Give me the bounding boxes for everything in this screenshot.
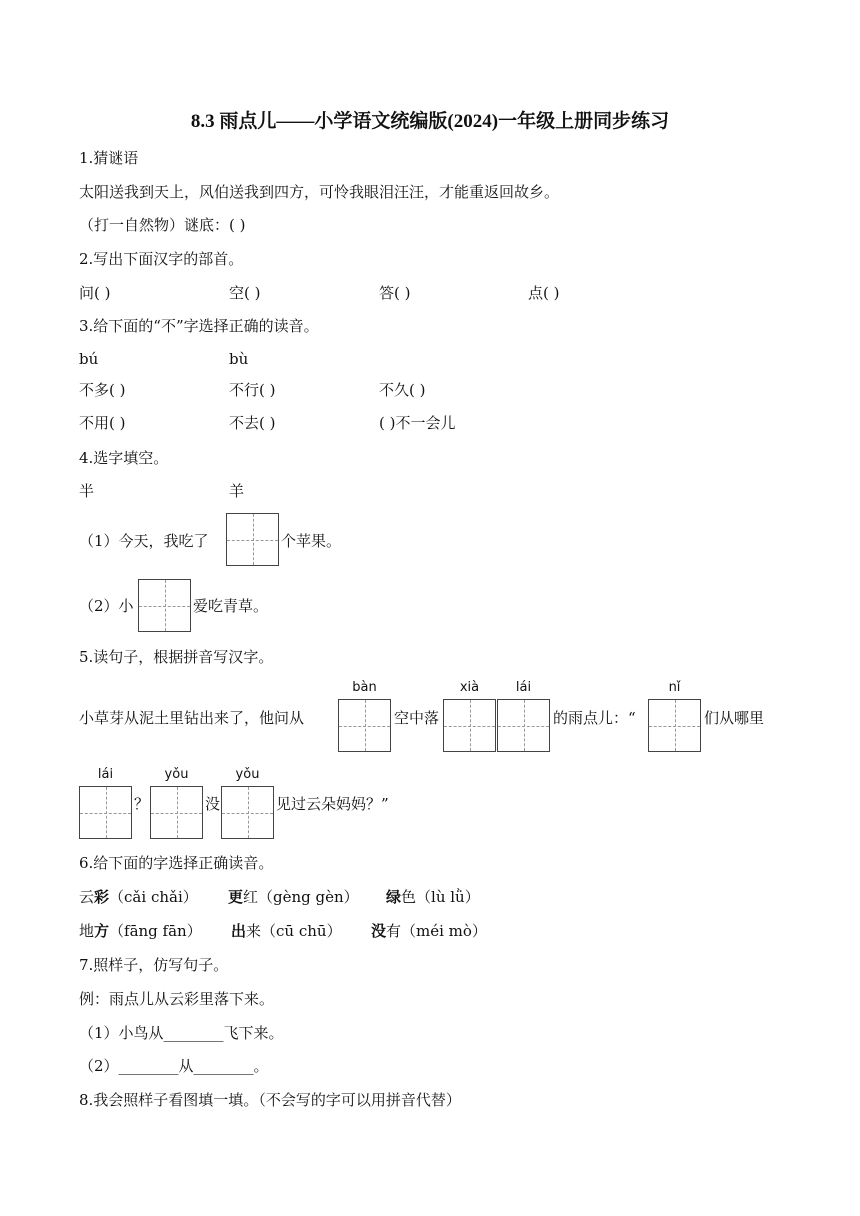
q6-item: 更红（gèng gèn） xyxy=(228,888,359,906)
q4-sentence2-pre: （2）小 xyxy=(79,597,134,615)
q7-example: 例：雨点儿从云彩里落下来。 xyxy=(79,990,275,1008)
q3-item: 不用( ) xyxy=(79,414,126,432)
writing-grid-box[interactable] xyxy=(150,786,203,839)
writing-grid-box[interactable] xyxy=(79,786,132,839)
pinyin-label: yǒu xyxy=(235,767,260,782)
q6-item: 没有（méi mò） xyxy=(371,922,487,940)
q3-option: bú xyxy=(79,350,99,368)
q7-sentence: （2）________从________。 xyxy=(79,1057,269,1075)
q4-heading: 4.选字填空。 xyxy=(79,449,169,467)
pinyin-label: xià xyxy=(459,680,480,695)
writing-grid-box[interactable] xyxy=(138,579,191,632)
q5-text: 们从哪里 xyxy=(704,709,765,727)
q4-sentence1-post: 个苹果。 xyxy=(281,532,342,550)
q6-heading: 6.给下面的字选择正确读音。 xyxy=(79,854,274,872)
q5-text: ？ xyxy=(134,795,150,813)
q8-heading: 8.我会照样子看图填一填。（不会写的字可以用拼音代替） xyxy=(79,1091,461,1109)
q3-item: ( )不一会儿 xyxy=(379,414,456,432)
q2-item: 答( ) xyxy=(379,284,411,302)
q2-item: 空( ) xyxy=(229,284,261,302)
q2-item: 问( ) xyxy=(79,284,111,302)
q1-riddle: 太阳送我到天上，风伯送我到四方，可怜我眼泪汪汪，才能重返回故乡。 xyxy=(79,183,560,201)
writing-grid-box[interactable] xyxy=(226,513,279,566)
q4-option: 羊 xyxy=(229,482,245,500)
q5-text: 小草芽从泥土里钻出来了，他问从 xyxy=(79,709,305,727)
q6-item: 绿色（lù lǜ） xyxy=(386,888,480,906)
q3-item: 不行( ) xyxy=(229,381,276,399)
writing-grid-box[interactable] xyxy=(221,786,274,839)
writing-grid-box[interactable] xyxy=(338,699,391,752)
q2-heading: 2.写出下面汉字的部首。 xyxy=(79,250,244,268)
q6-item: 云彩（cǎi chǎi） xyxy=(79,888,198,906)
page-title: 8.3 雨点儿——小学语文统编版(2024)一年级上册同步练习 xyxy=(190,111,670,132)
q2-item: 点( ) xyxy=(528,284,560,302)
q6-item: 地方（fāng fān） xyxy=(79,922,202,940)
q5-text: 见过云朵妈妈？” xyxy=(276,795,389,813)
q4-option: 半 xyxy=(79,482,95,500)
q5-heading: 5.读句子，根据拼音写汉字。 xyxy=(79,648,274,666)
q3-item: 不去( ) xyxy=(229,414,276,432)
pinyin-label: lái xyxy=(515,680,532,695)
q3-heading: 3.给下面的“不”字选择正确的读音。 xyxy=(79,317,319,335)
q5-text: 空中落 xyxy=(394,709,440,727)
writing-grid-box[interactable] xyxy=(497,699,550,752)
pinyin-label: lái xyxy=(97,767,114,782)
q5-text: 没 xyxy=(205,795,221,813)
q1-heading: 1.猜谜语 xyxy=(79,149,139,167)
q4-sentence1-pre: （1）今天，我吃了 xyxy=(79,532,209,550)
q4-sentence2-post: 爱吃青草。 xyxy=(193,597,269,615)
pinyin-label: bàn xyxy=(352,680,377,695)
writing-grid-box[interactable] xyxy=(443,699,496,752)
q3-option: bù xyxy=(229,350,249,368)
q5-text: 的雨点儿：“ xyxy=(553,709,636,727)
q7-sentence: （1）小鸟从________飞下来。 xyxy=(79,1024,284,1042)
q1-answer: （打一自然物）谜底：( ) xyxy=(79,216,246,234)
q3-item: 不久( ) xyxy=(379,381,426,399)
q6-item: 出来（cū chū） xyxy=(231,922,342,940)
pinyin-label: nǐ xyxy=(668,680,681,695)
q3-item: 不多( ) xyxy=(79,381,126,399)
pinyin-label: yǒu xyxy=(164,767,189,782)
q7-heading: 7.照样子，仿写句子。 xyxy=(79,956,229,974)
writing-grid-box[interactable] xyxy=(648,699,701,752)
